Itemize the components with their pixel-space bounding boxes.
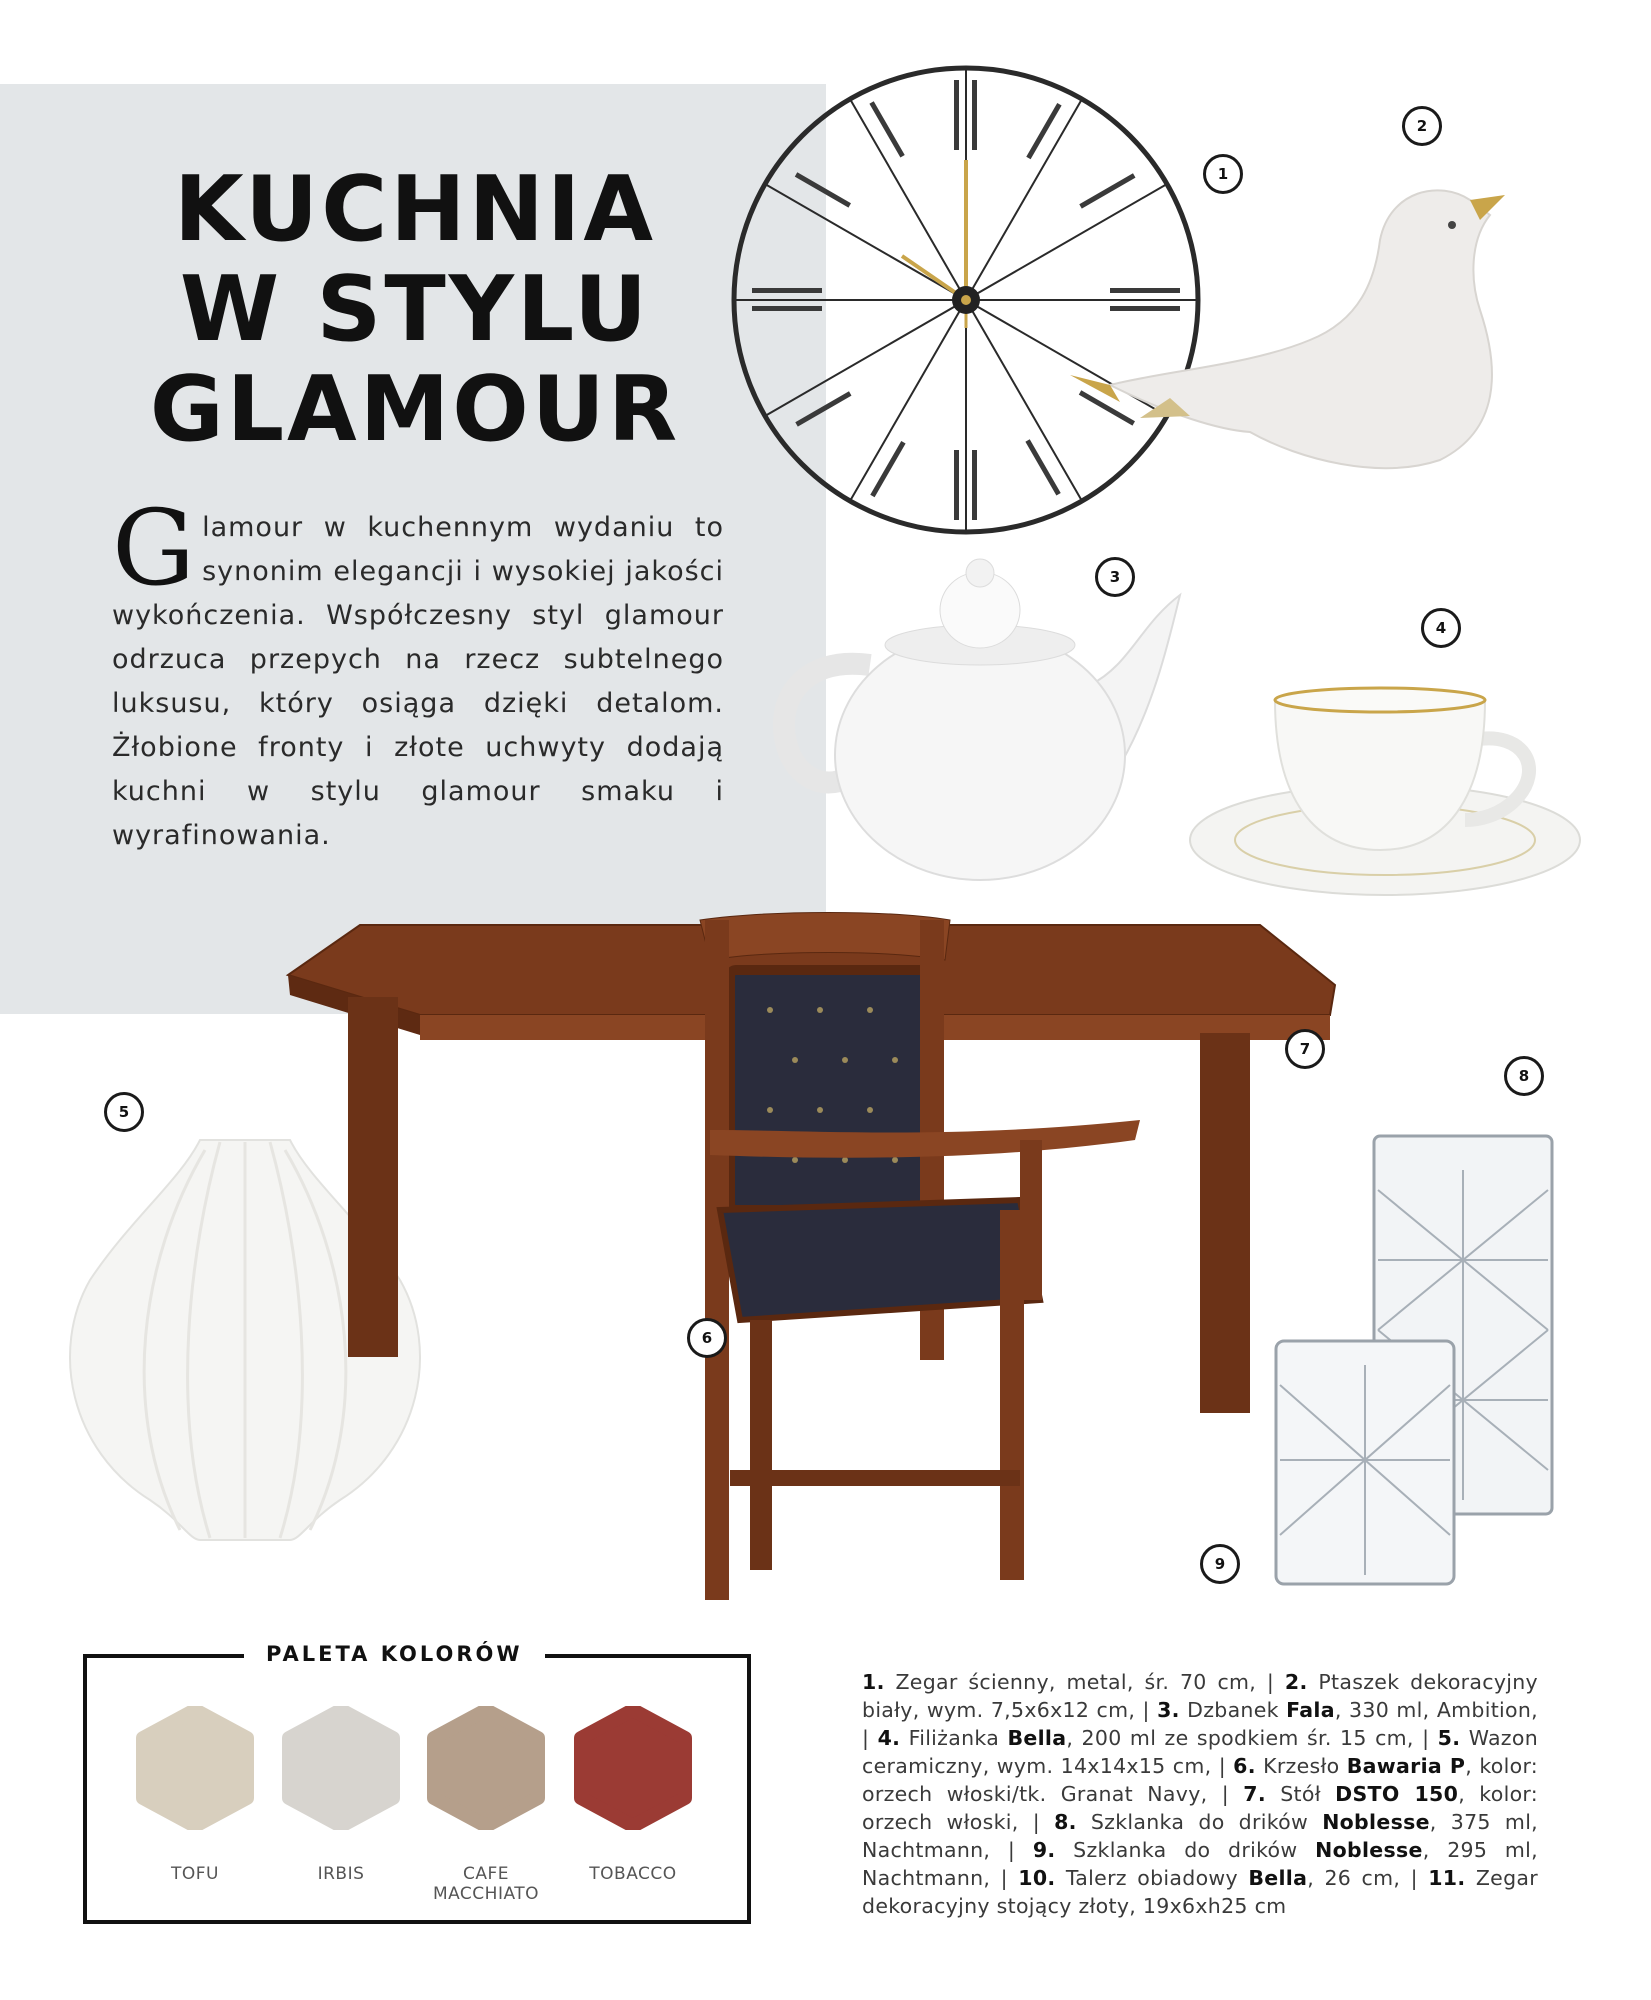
page-title	[100, 157, 730, 462]
product-8-text: Szklanka do drików	[1076, 1810, 1323, 1834]
title-line-3: GLAMOUR	[149, 357, 681, 462]
product-7-number: 7.	[1243, 1782, 1266, 1806]
swatch-tofu-label: TOFU	[171, 1864, 219, 1884]
swatch-tobacco	[573, 1706, 693, 1884]
product-10-rest: , 26 cm, |	[1307, 1866, 1429, 1890]
badge-3: 3	[1095, 557, 1135, 597]
product-4-rest: , 200 ml ze spodkiem śr. 15 cm, |	[1066, 1726, 1438, 1750]
product-10-name: Bella	[1248, 1866, 1308, 1890]
product-4-number: 4.	[877, 1726, 901, 1750]
product-9-rest: , 295 ml, Nachtmann, |	[862, 1838, 1538, 1890]
title-line-1: KUCHNIA	[173, 157, 657, 262]
product-description	[862, 1668, 1538, 1920]
product-4-text: Filiżanka	[900, 1726, 1008, 1750]
decorative-bird-image	[1060, 170, 1540, 490]
swatch-irbis-color	[289, 1710, 393, 1826]
badge-8: 8	[1504, 1056, 1544, 1096]
badge-2: 2	[1402, 106, 1442, 146]
product-5-text: Wazon ceramiczny, wym. 14x14x15 cm, |	[862, 1726, 1539, 1778]
product-9-name: Noblesse	[1315, 1838, 1423, 1862]
product-3-number: 3.	[1157, 1698, 1180, 1722]
swatch-cafe-macchiato-label: CAFE MACCHIATO	[432, 1864, 540, 1904]
product-2-text: Ptaszek dekoracyjny biały, wym. 7,5x6x12 cm, |	[862, 1670, 1538, 1722]
palette-title: PALETA KOLORÓW	[244, 1637, 545, 1671]
swatch-tobacco-label: TOBACCO	[589, 1864, 677, 1884]
title-line-2: W STYLU	[179, 257, 651, 362]
chair-image	[690, 910, 1150, 1650]
badge-5: 5	[104, 1092, 144, 1132]
product-6-name: Bawaria P	[1346, 1754, 1466, 1778]
product-6-number: 6.	[1233, 1754, 1256, 1778]
product-6-text: Krzesło	[1255, 1754, 1347, 1778]
intro-text: lamour w kuchennym wydaniu to synonim elegancji i wysokiej jakości wykończenia. Współczesny styl glamour odrzuca przepych na rzecz subtelnego luksusu, który osiąga dzięki detalom. Żłobione fronty i złote uchwyty dodają kuchni w stylu glamour smaku i wyrafinowania.	[112, 512, 724, 851]
product-1-text: Zegar ścienny, metal, śr. 70 cm, |	[884, 1670, 1285, 1694]
product-5-number: 5.	[1437, 1726, 1461, 1750]
badge-4: 4	[1421, 608, 1461, 648]
badge-1: 1	[1203, 154, 1243, 194]
swatch-irbis	[281, 1706, 401, 1884]
product-3-rest: , 330 ml, Ambition, |	[862, 1698, 1538, 1750]
badge-9: 9	[1200, 1544, 1240, 1584]
product-7-rest: , kolor: orzech włoski, |	[862, 1782, 1538, 1834]
teapot-image	[760, 555, 1230, 885]
product-7-text: Stół	[1265, 1782, 1336, 1806]
product-9-number: 9.	[1032, 1838, 1056, 1862]
tumbler-glass-image	[1270, 1335, 1460, 1590]
swatch-irbis-label: IRBIS	[317, 1864, 365, 1884]
swatch-tofu-color	[143, 1710, 247, 1826]
product-8-name: Noblesse	[1322, 1810, 1430, 1834]
swatch-cafe-macchiato	[426, 1706, 546, 1904]
product-3-name: Fala	[1286, 1698, 1335, 1722]
product-11-text: Zegar dekoracyjny stojący złoty, 19x6xh25 cm	[862, 1866, 1538, 1918]
product-8-number: 8.	[1054, 1810, 1077, 1834]
product-4-name: Bella	[1007, 1726, 1067, 1750]
drop-cap: G	[112, 487, 197, 609]
product-6-rest: , kolor: orzech włoski/tk. Granat Navy, |	[862, 1754, 1539, 1806]
product-10-text: Talerz obiadowy	[1055, 1866, 1249, 1890]
product-7-name: DSTO 150	[1335, 1782, 1459, 1806]
product-9-text: Szklanka do drików	[1055, 1838, 1316, 1862]
badge-7: 7	[1285, 1029, 1325, 1069]
swatch-tofu	[135, 1706, 255, 1884]
product-3-text: Dzbanek	[1179, 1698, 1287, 1722]
badge-6: 6	[687, 1318, 727, 1358]
product-11-number: 11.	[1428, 1866, 1466, 1890]
intro-paragraph	[112, 487, 724, 858]
swatch-tobacco-color	[581, 1710, 685, 1826]
product-10-number: 10.	[1018, 1866, 1056, 1890]
product-1-number: 1.	[862, 1670, 885, 1694]
product-8-rest: , 375 ml, Nachtmann, |	[862, 1810, 1538, 1862]
swatch-cafe-macchiato-color	[434, 1710, 538, 1826]
cup-and-saucer-image	[1185, 680, 1585, 910]
product-2-number: 2.	[1284, 1670, 1308, 1694]
